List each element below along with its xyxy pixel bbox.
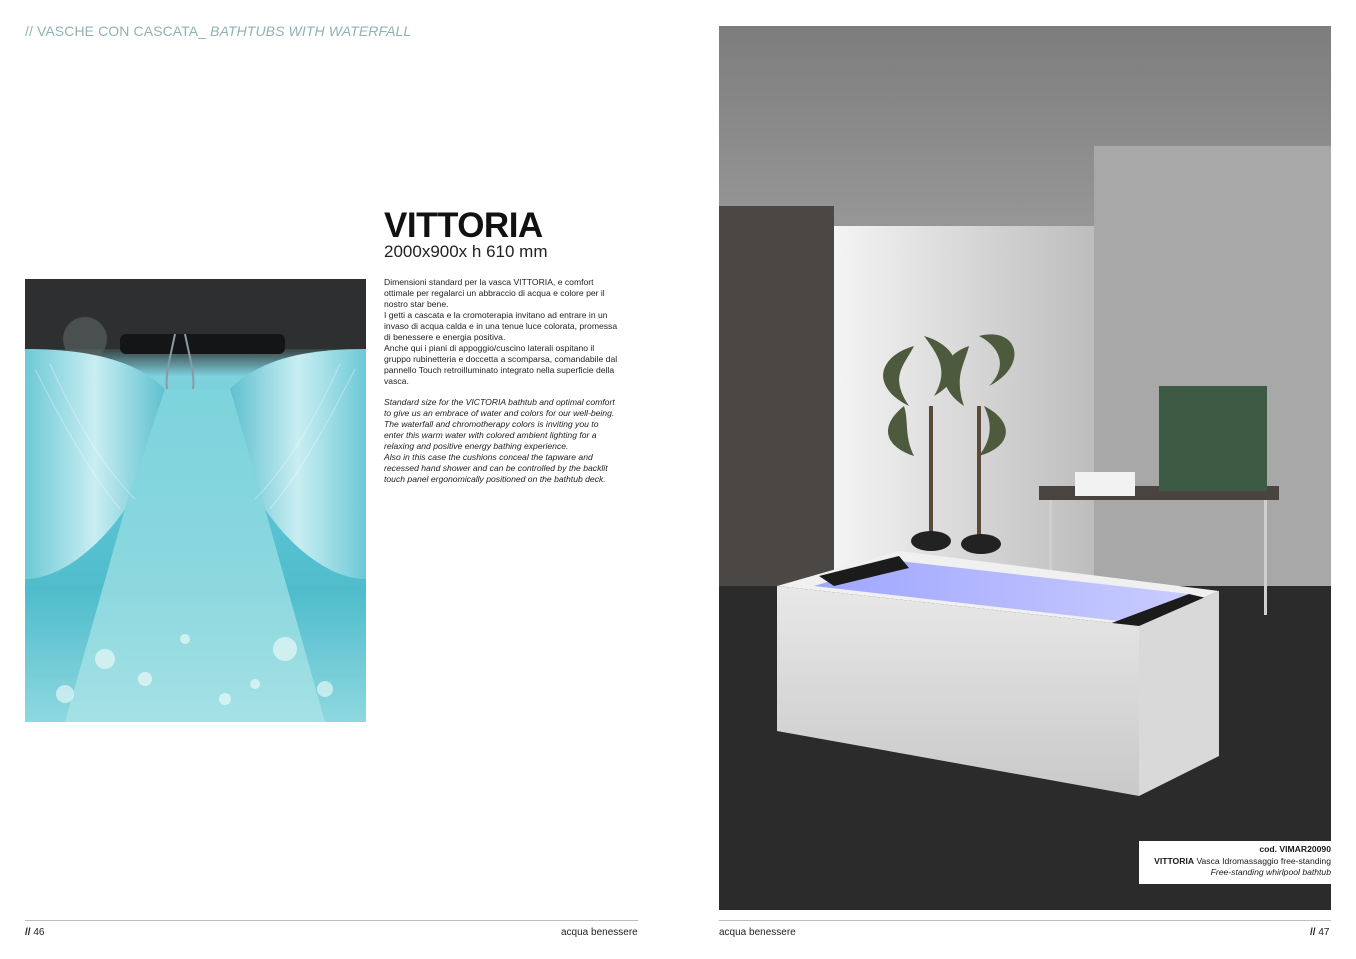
page-marker: // xyxy=(1310,927,1316,938)
waterfall-illustration xyxy=(25,279,366,722)
product-title: VITTORIA xyxy=(384,206,543,245)
page-number: 47 xyxy=(1318,927,1330,938)
page-number-right xyxy=(1310,927,1329,938)
description-italian-paragraph: I getti a cascata e la cromoterapia invitano ad entrare in un invaso di acqua calda e in una tenue luce colorata, promessa di benessere e energia positiva. xyxy=(384,310,618,342)
caption-english-description: Free-standing whirlpool bathtub xyxy=(1210,867,1331,877)
waterfall-photo xyxy=(25,279,366,722)
description-english xyxy=(384,397,620,485)
product-dimensions: 2000x900x h 610 mm xyxy=(384,242,548,261)
page-marker: // xyxy=(25,927,31,938)
section-header-italian: // VASCHE CON CASCATA_ xyxy=(25,23,207,39)
description-italian-paragraph: Anche qui i piani di appoggio/cuscino laterali ospitano il gruppo rubinetteria e doccetta a scomparsa, comandabile dal pannello Touch retroilluminato integrato nella superficie della vasca. xyxy=(384,343,618,386)
footer-brand-left: acqua benessere xyxy=(561,927,638,938)
bathroom-photo xyxy=(719,26,1331,910)
product-code: cod. VIMAR20090 xyxy=(1259,844,1331,854)
description-english-paragraph: Standard size for the VICTORIA bathtub and optimal comfort to give us an embrace of water and colors for our well-being. The waterfall and chromotherapy colors is inviting you to enter this warm water with colored ambient lighting for a relaxing and positive energy bathing experience. xyxy=(384,397,615,451)
page-number-left xyxy=(25,927,44,938)
description-english-paragraph: Also in this case the cushions conceal the tapware and recessed hand shower and can be controlled by the backlit touch panel ergonomically positioned on the bathtub deck. xyxy=(384,452,608,484)
footer-rule-right xyxy=(719,920,1331,921)
caption-italian-description: Vasca Idromassaggio free-standing xyxy=(1196,855,1331,866)
section-header xyxy=(25,23,411,39)
product-caption xyxy=(1139,841,1331,884)
section-header-english: BATHTUBS WITH WATERFALL xyxy=(210,23,412,39)
description-italian xyxy=(384,277,620,387)
footer-brand-right: acqua benessere xyxy=(719,927,796,938)
caption-italian-line xyxy=(1139,856,1331,868)
caption-model-name: VITTORIA xyxy=(1154,855,1195,866)
bathroom-illustration xyxy=(719,26,1331,910)
page-number: 46 xyxy=(33,927,45,938)
footer-rule-left xyxy=(25,920,638,921)
description-italian-paragraph: Dimensioni standard per la vasca VITTORIA, e comfort ottimale per regalarci un abbraccio di acqua e colore per il nostro star bene. xyxy=(384,277,605,309)
